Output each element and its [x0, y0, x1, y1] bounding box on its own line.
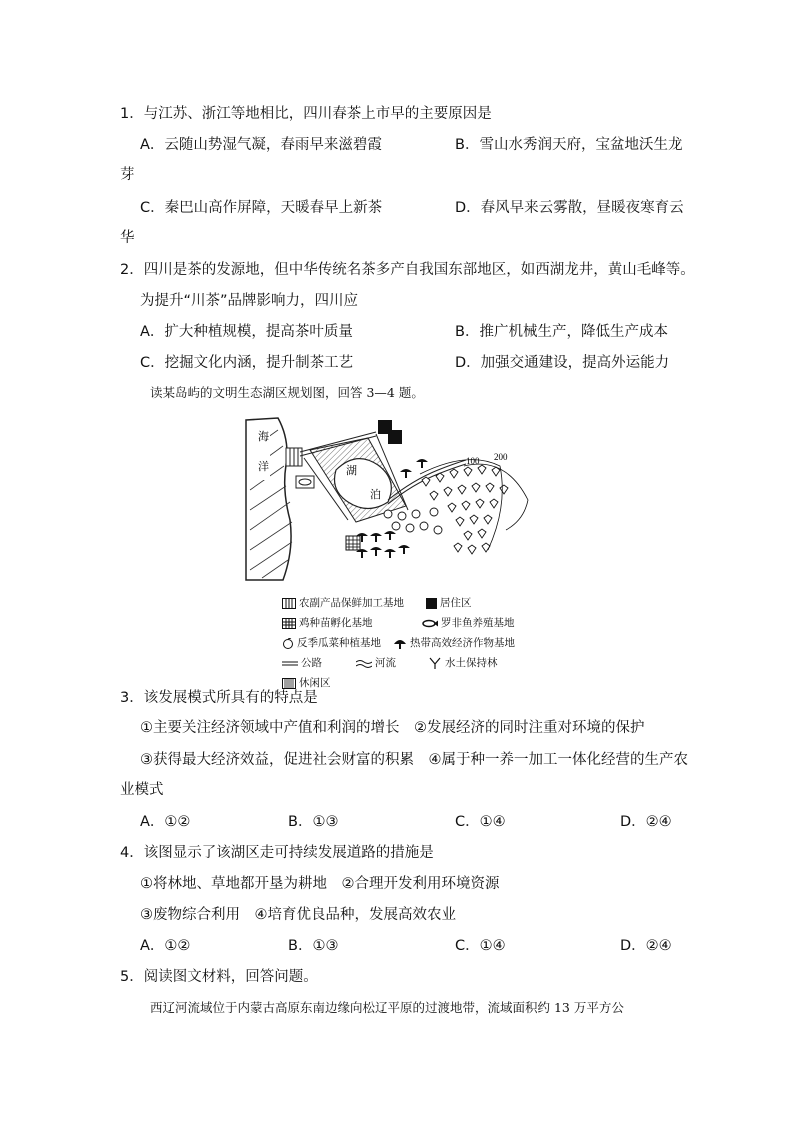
- legend-forest: 水土保持林: [428, 656, 498, 670]
- q3-statements-2: ③获得最大经济效益，促进社会财富的积累 ④属于种一养一加工一体化经营的生产农: [140, 752, 688, 768]
- sea-label-1: 海: [258, 430, 269, 443]
- q2-stem-line2: 为提升“川茶”品牌影响力，四川应: [140, 293, 359, 309]
- processing-icon: [282, 598, 296, 609]
- q5-stem: 5．阅读图文材料，回答问题。: [120, 969, 318, 985]
- q2-option-b: B．推广机械生产，降低生产成本: [455, 324, 668, 340]
- legend-fish: 罗非鱼养殖基地: [422, 616, 515, 630]
- q3-statements-1: ①主要关注经济领域中产值和利润的增长 ②发展经济的同时注重对环境的保护: [140, 720, 645, 736]
- q1-option-b-wrap: 芽: [120, 167, 135, 183]
- q1-option-d: D．春风早来云雾散，昼暖夜寒育云: [455, 200, 684, 216]
- legend-river: 河流: [356, 656, 396, 670]
- legend-tropical: 热带高效经济作物基地: [393, 636, 515, 650]
- contour-100-label: 100: [466, 456, 480, 466]
- q3-statements-2-wrap: 业模式: [120, 782, 164, 798]
- road-icon: [282, 658, 298, 669]
- contour-200-label: 200: [494, 452, 508, 462]
- legend-hatchery: 鸡种苗孵化基地: [282, 616, 373, 630]
- intro-3-4: 读某岛屿的文明生态湖区规划图，回答 3—4 题。: [150, 385, 424, 400]
- residential-icon: [426, 598, 437, 609]
- q1-stem: 1．与江苏、浙江等地相比，四川春茶上市早的主要原因是: [120, 106, 492, 122]
- q1-option-b: B．雪山水秀润天府，宝盆地沃生龙: [455, 137, 683, 153]
- q2-option-c: C．挖掘文化内涵，提升制茶工艺: [140, 355, 354, 371]
- tropical-crop-icon: [393, 638, 407, 649]
- vegetable-icon: [282, 638, 294, 649]
- lake-label-1: 湖: [346, 464, 357, 477]
- q1-option-a: A．云随山势湿气凝，春雨早来滋碧霞: [140, 137, 382, 153]
- forest-icon: [428, 657, 442, 669]
- q4-statements-1: ①将林地、草地都开垦为耕地 ②合理开发利用环境资源: [140, 876, 500, 892]
- q3-option-c: C．①④: [455, 814, 506, 830]
- lake-label-2: 泊: [370, 488, 381, 501]
- q4-option-c: C．①④: [455, 938, 506, 954]
- hatchery-icon: [282, 618, 296, 629]
- q3-option-d: D．②④: [620, 814, 672, 830]
- q4-option-b: B．①③: [288, 938, 339, 954]
- legend-processing: 农副产品保鲜加工基地: [282, 596, 404, 610]
- q2-option-d: D．加强交通建设，提高外运能力: [455, 355, 670, 371]
- q4-option-a: A．①②: [140, 938, 191, 954]
- legend-residential: 居住区: [426, 596, 472, 610]
- q3-stem: 3．该发展模式所具有的特点是: [120, 690, 318, 706]
- fish-icon: [422, 618, 438, 629]
- q1-option-d-wrap: 华: [120, 230, 135, 246]
- q4-option-d: D．②④: [620, 938, 672, 954]
- q5-material-text: 西辽河流域位于内蒙古高原东南边缘向松辽平原的过渡地带，流域面积约 13 万平方公: [150, 1000, 624, 1015]
- legend-leisure: 休闲区: [282, 676, 331, 690]
- sea-label-2: 洋: [258, 460, 269, 473]
- q3-option-b: B．①③: [288, 814, 339, 830]
- q3-option-a: A．①②: [140, 814, 191, 830]
- q4-stem: 4．该图显示了该湖区走可持续发展道路的措施是: [120, 845, 434, 861]
- legend-road: 公路: [282, 656, 322, 670]
- leisure-icon: [282, 678, 296, 689]
- q4-statements-2: ③废物综合利用 ④培育优良品种，发展高效农业: [140, 907, 456, 923]
- q1-option-c: C．秦巴山高作屏障，天暖春早上新茶: [140, 200, 383, 216]
- legend-vegetable: 反季瓜菜种植基地: [282, 636, 381, 650]
- river-icon: [356, 658, 372, 669]
- q2-stem: 2．四川是茶的发源地，但中华传统名茶多产自我国东部地区，如西湖龙井，黄山毛峰等。: [120, 262, 695, 278]
- q2-option-a: A．扩大种植规模，提高茶叶质量: [140, 324, 353, 340]
- eco-lake-planning-map: [238, 410, 548, 590]
